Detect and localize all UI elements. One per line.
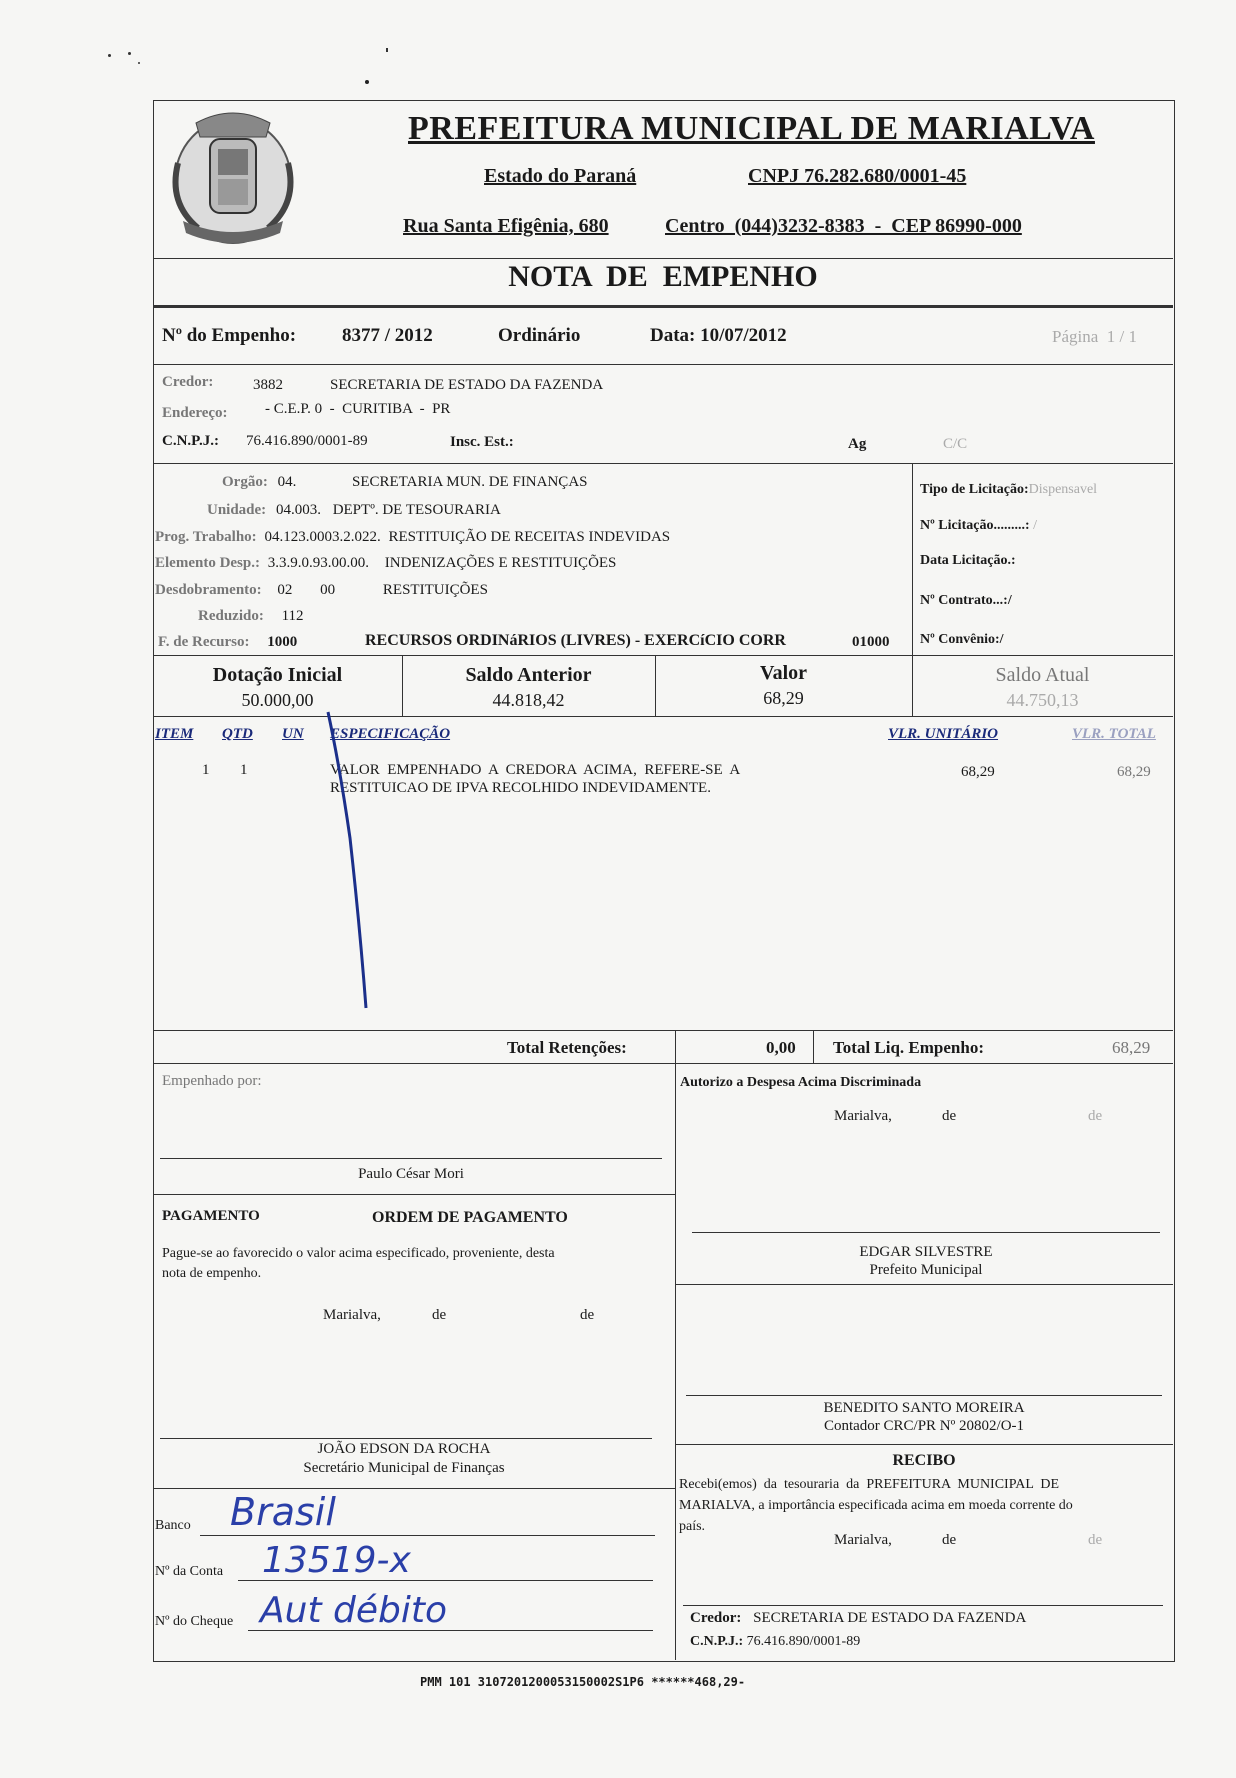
fonte-code: 1000 (267, 634, 298, 650)
banco-label: Banco (155, 1518, 191, 1533)
total-retencoes-value: 0,00 (766, 1038, 796, 1057)
unidade-row (207, 502, 501, 519)
numero-licitacao-label: Nº Licitação.........: (920, 518, 1030, 533)
numero-licitacao-value: / (1033, 518, 1037, 533)
fonte-label: F. de Recurso: (158, 634, 250, 650)
desdobramento-label: Desdobramento: (155, 582, 262, 598)
banco-handwritten: Brasil (230, 1490, 336, 1534)
recibo-cnpj (690, 1634, 860, 1650)
pagamento-city: Marialva, (323, 1307, 381, 1323)
fonte-number: 01000 (852, 634, 890, 650)
unidade-code: 04.003. (275, 502, 321, 518)
conta-handwritten: 13519-x (262, 1540, 411, 1581)
credor-label: Credor: (162, 374, 214, 390)
saldo-anterior-label: Saldo Anterior (465, 664, 592, 686)
total-retencoes-label: Total Retenções: (507, 1038, 627, 1057)
secretario-title: Secretário Municipal de Finanças (303, 1460, 505, 1476)
prog-label: Prog. Trabalho: (155, 529, 257, 545)
empenhado-por-name: Paulo César Mori (358, 1166, 464, 1182)
credor-cnpj: 76.416.890/0001-89 (246, 433, 368, 449)
recibo-credor-label: Credor: (690, 1610, 742, 1626)
conta-label: Nº da Conta (155, 1564, 224, 1579)
convenio-label: Nº Convênio:/ (920, 632, 1004, 647)
pen-stroke-mark (320, 708, 400, 1018)
col-qtd: QTD (222, 726, 253, 742)
empenhado-por-label: Empenhado por: (162, 1073, 262, 1089)
elemento-name: INDENIZAÇÕES E RESTITUIÇÕES (384, 555, 617, 571)
autorizo-de-2: de (1088, 1108, 1103, 1124)
fonte-row (158, 634, 297, 651)
valor-value: 68,29 (763, 688, 804, 708)
prefeitura-title: PREFEITURA MUNICIPAL DE MARIALVA (408, 110, 1095, 147)
total-liquido-value: 68,29 (1112, 1038, 1151, 1057)
contador-name: BENEDITO SANTO MOREIRA (823, 1400, 1025, 1416)
cheque-handwritten: Aut débito (260, 1590, 447, 1631)
address-label: Endereço: (162, 405, 228, 421)
elemento-code: 3.3.9.0.93.00.00. (267, 555, 369, 571)
scan-specks (80, 40, 380, 100)
reduzido-row (198, 608, 304, 625)
recibo-text-line3: país. (679, 1519, 706, 1534)
tipo-licitacao-value: Dispensavel (1028, 482, 1098, 497)
total-liquido-label: Total Liq. Empenho: (833, 1038, 984, 1057)
contador-title: Contador CRC/PR Nº 20802/O-1 (823, 1418, 1025, 1434)
pagamento-text-line2: nota de empenho. (162, 1266, 262, 1281)
unidade-name: DEPTº. DE TESOURARIA (332, 502, 501, 518)
prog-code: 04.123.0003.2.022. (264, 529, 381, 545)
ordem-pagamento-label: ORDEM DE PAGAMENTO (372, 1209, 568, 1226)
desdobramento-b: 00 (320, 582, 336, 598)
orgao-row (222, 474, 296, 491)
credor-code: 3882 (253, 377, 283, 393)
empenho-number: 8377 / 2012 (342, 325, 433, 346)
col-un: UN (282, 726, 304, 742)
empenho-type: Ordinário (498, 325, 581, 346)
recibo-text-line1: Recebi(emos) da tesouraria da PREFEITURA MUNICIPAL DE (679, 1477, 1060, 1492)
col-item: ITEM (155, 726, 194, 742)
elemento-label: Elemento Desp.: (155, 555, 260, 571)
pagamento-de-1: de (432, 1307, 447, 1323)
credor-address: - C.E.P. 0 - CURITIBA - PR (265, 401, 451, 417)
orgao-code: 04. (277, 474, 297, 490)
prefeito-title: Prefeito Municipal (869, 1262, 983, 1278)
dotacao-inicial-label: Dotação Inicial (212, 664, 343, 686)
prefeitura-cnpj: CNPJ 76.282.680/0001-45 (748, 165, 967, 187)
recibo-credor (690, 1610, 1026, 1627)
valor-label: Valor (759, 662, 808, 684)
document-title: NOTA DE EMPENHO (508, 260, 818, 293)
contrato-label: Nº Contrato...:/ (920, 593, 1012, 608)
col-vlr-unitario: VLR. UNITÁRIO (888, 726, 999, 742)
recibo-de-2: de (1088, 1532, 1103, 1548)
recibo-text-line2: MARIALVA, a importância especificada acima em moeda corrente do (679, 1498, 1073, 1513)
prefeito-name: EDGAR SILVESTRE (859, 1244, 993, 1260)
autorizo-de-1: de (942, 1108, 957, 1124)
empenho-date: Data: 10/07/2012 (650, 325, 787, 346)
recibo-cnpj-label: C.N.P.J.: (690, 1634, 744, 1649)
footer-code: PMM 101 3107201200053150002S1P6 ******468,29- (420, 1675, 746, 1689)
pagamento-label: PAGAMENTO (162, 1208, 260, 1224)
secretario-name: JOÃO EDSON DA ROCHA (317, 1441, 491, 1457)
reduzido-code: 112 (281, 608, 304, 624)
dotacao-inicial-value: 50.000,00 (241, 690, 314, 710)
orgao-name: SECRETARIA MUN. DE FINANÇAS (352, 474, 588, 490)
numero-licitacao (920, 518, 1037, 534)
empenho-number-label: Nº do Empenho: (162, 325, 297, 346)
pagamento-text-line1: Pague-se ao favorecido o valor acima especificado, proveniente, desta (162, 1246, 555, 1261)
ag-label: Ag (848, 436, 867, 452)
item-desc-line2: RESTITUICAO DE IPVA RECOLHIDO INDEVIDAMENTE. (330, 780, 711, 796)
col-vlr-total: VLR. TOTAL (1072, 726, 1156, 742)
unidade-label: Unidade: (207, 502, 267, 518)
fonte-name: RECURSOS ORDINáRIOS (LIVRES) - EXERCíCIO CORR (365, 632, 786, 649)
desdobramento-name: RESTITUIÇÕES (382, 582, 488, 598)
street-address: Rua Santa Efigênia, 680 (403, 215, 609, 237)
tipo-licitacao-label: Tipo de Licitação: (920, 482, 1029, 497)
saldo-atual-label: Saldo Atual (995, 664, 1090, 686)
item-number: 1 (202, 762, 210, 778)
recibo-cnpj-value: 76.416.890/0001-89 (746, 1634, 861, 1649)
item-desc-line1: VALOR EMPENHADO A CREDORA ACIMA, REFERE-SE A (330, 762, 741, 778)
municipal-coat-of-arms (158, 103, 308, 263)
contact-address: Centro (044)3232-8383 - CEP 86990-000 (665, 215, 1022, 237)
cc-label: C/C (943, 436, 968, 452)
saldo-atual-value: 44.750,13 (1006, 690, 1079, 710)
recibo-de-1: de (942, 1532, 957, 1548)
recibo-credor-name: SECRETARIA DE ESTADO DA FAZENDA (753, 1610, 1027, 1626)
elemento-row (155, 555, 616, 572)
col-especificacao: ESPECIFICAÇÃO (330, 726, 451, 742)
desdobramento-a: 02 (277, 582, 293, 598)
pagamento-de-2: de (580, 1307, 595, 1323)
data-licitacao-label: Data Licitação.: (920, 553, 1016, 568)
autorizo-city: Marialva, (834, 1108, 892, 1124)
state-name: Estado do Paraná (484, 165, 637, 187)
item-total-value: 68,29 (1117, 764, 1151, 780)
credor-name: SECRETARIA DE ESTADO DA FAZENDA (330, 377, 604, 393)
recibo-city: Marialva, (834, 1532, 892, 1548)
item-qtd: 1 (240, 762, 248, 778)
credor-cnpj-label: C.N.P.J.: (162, 433, 219, 449)
desdobramento-row (155, 582, 488, 599)
reduzido-label: Reduzido: (198, 608, 264, 624)
recibo-label: RECIBO (892, 1452, 956, 1469)
item-unit-value: 68,29 (961, 764, 995, 780)
autorizo-label: Autorizo a Despesa Acima Discriminada (680, 1075, 922, 1090)
tipo-licitacao (920, 482, 1097, 498)
saldo-anterior-value: 44.818,42 (492, 690, 565, 710)
cheque-label: Nº do Cheque (155, 1614, 234, 1629)
prog-name: RESTITUIÇÃO DE RECEITAS INDEVIDAS (388, 529, 671, 545)
page-number: Página 1 / 1 (1052, 327, 1137, 346)
orgao-label: Orgão: (222, 474, 268, 490)
insc-est-label: Insc. Est.: (450, 434, 514, 450)
prog-row (155, 529, 670, 546)
